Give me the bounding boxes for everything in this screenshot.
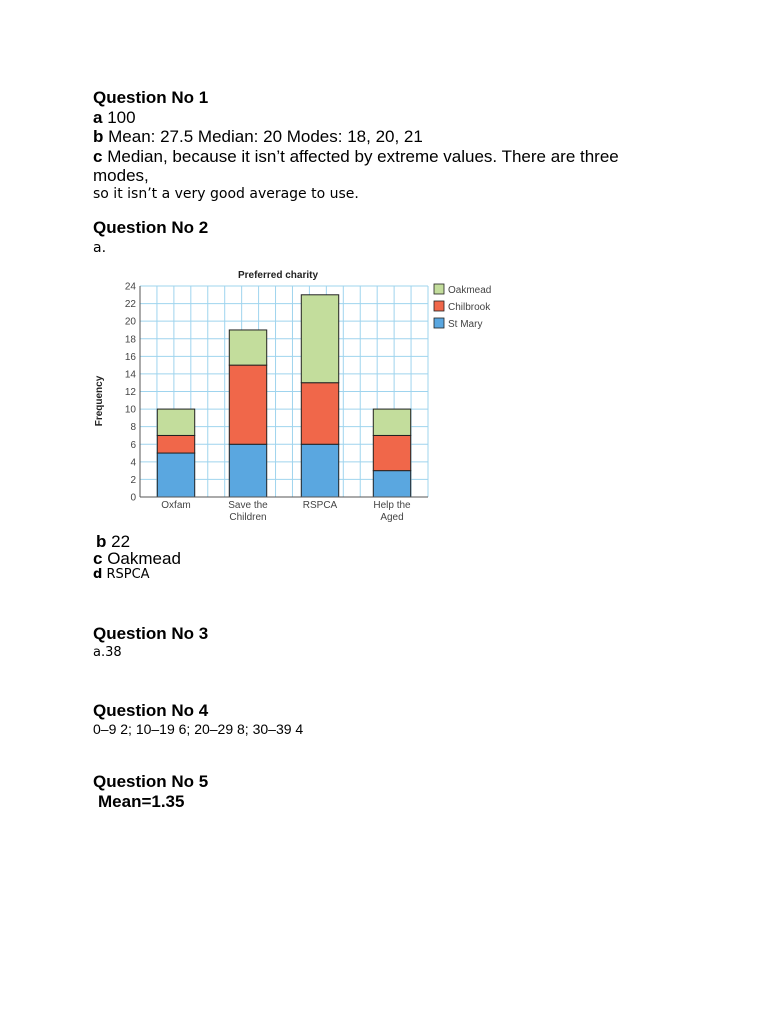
- q1-answer-c: [93, 147, 619, 167]
- q4-answer: 0–9 2; 10–19 6; 20–29 8; 30–39 4: [93, 721, 304, 737]
- y-tick-label: 2: [130, 474, 136, 486]
- legend-swatch: [434, 284, 444, 294]
- q2-b-text: 22: [111, 532, 131, 551]
- bar-segment: [301, 444, 338, 497]
- bar-segment: [373, 471, 410, 497]
- q1-a-text: 100: [107, 108, 136, 127]
- bar-segment: [157, 453, 194, 497]
- q2-d-label: d: [93, 567, 103, 582]
- q1-answer-b: [93, 127, 423, 147]
- legend-swatch: [434, 318, 444, 328]
- bar-segment: [229, 444, 266, 497]
- q2-answer-c: [93, 549, 181, 569]
- x-tick-label: RSPCA: [302, 500, 338, 511]
- x-tick-label: Aged: [380, 512, 404, 523]
- q3-answer: a.38: [93, 645, 122, 660]
- q1-a-label: a: [93, 108, 103, 127]
- bar-segment: [157, 409, 194, 435]
- y-tick-label: 16: [124, 351, 136, 363]
- y-tick-label: 14: [124, 369, 136, 381]
- q1-b-text: Mean: 27.5 Median: 20 Modes: 18, 20, 21: [108, 127, 423, 146]
- y-tick-label: 18: [124, 334, 136, 346]
- y-tick-label: 24: [124, 281, 136, 293]
- x-tick-label: Children: [229, 512, 267, 523]
- q3-heading: Question No 3: [93, 624, 209, 643]
- y-tick-label: 0: [130, 492, 136, 504]
- q2-answer-d: [93, 567, 150, 582]
- y-tick-label: 12: [124, 387, 136, 398]
- q2-c-label: c: [93, 549, 103, 568]
- x-tick-label: Oxfam: [161, 500, 191, 511]
- y-tick-label: 20: [124, 316, 136, 328]
- y-tick-label: 4: [130, 457, 136, 469]
- q5-answer: Mean=1.35: [98, 792, 185, 811]
- bar-segment: [301, 295, 338, 383]
- preferred-charity-chart: [88, 264, 508, 526]
- y-tick-label: 10: [124, 404, 136, 416]
- x-tick-label: Save the: [228, 500, 268, 511]
- y-tick-label: 6: [130, 439, 136, 451]
- chart-ylabel: Frequency: [94, 375, 105, 427]
- y-tick-label: 22: [124, 299, 136, 311]
- q1-c-text: Median, because it isn’t affected by extreme values. There are three: [107, 147, 619, 166]
- chart-title: Preferred charity: [237, 270, 319, 281]
- q2-answer-a: a.: [93, 240, 107, 256]
- q2-heading: Question No 2: [93, 218, 209, 237]
- x-tick-label: Help the: [373, 500, 411, 511]
- bar-segment: [157, 435, 194, 453]
- legend-swatch: [434, 301, 444, 311]
- bar-segment: [229, 330, 266, 365]
- legend-label: Oakmead: [448, 285, 492, 296]
- q2-c-text: Oakmead: [107, 549, 181, 568]
- q1-c-text-line2: modes,: [93, 166, 149, 185]
- legend-label: Chilbrook: [448, 302, 491, 313]
- q1-c-text-line3: so it isn’t a very good average to use.: [93, 186, 359, 202]
- q4-heading: Question No 4: [93, 701, 209, 720]
- q2-d-text: RSPCA: [106, 567, 150, 582]
- bar-segment: [373, 435, 410, 470]
- q1-heading: Question No 1: [93, 88, 209, 107]
- bar-segment: [229, 365, 266, 444]
- q2-b-label: b: [96, 532, 107, 551]
- q1-answer-a: [93, 108, 136, 128]
- q5-heading: Question No 5: [93, 772, 209, 791]
- bar-segment: [301, 383, 338, 445]
- y-tick-label: 8: [130, 422, 136, 434]
- q1-b-label: b: [93, 127, 104, 146]
- legend-label: St Mary: [448, 319, 483, 330]
- q1-c-label: c: [93, 147, 103, 166]
- bar-segment: [373, 409, 410, 435]
